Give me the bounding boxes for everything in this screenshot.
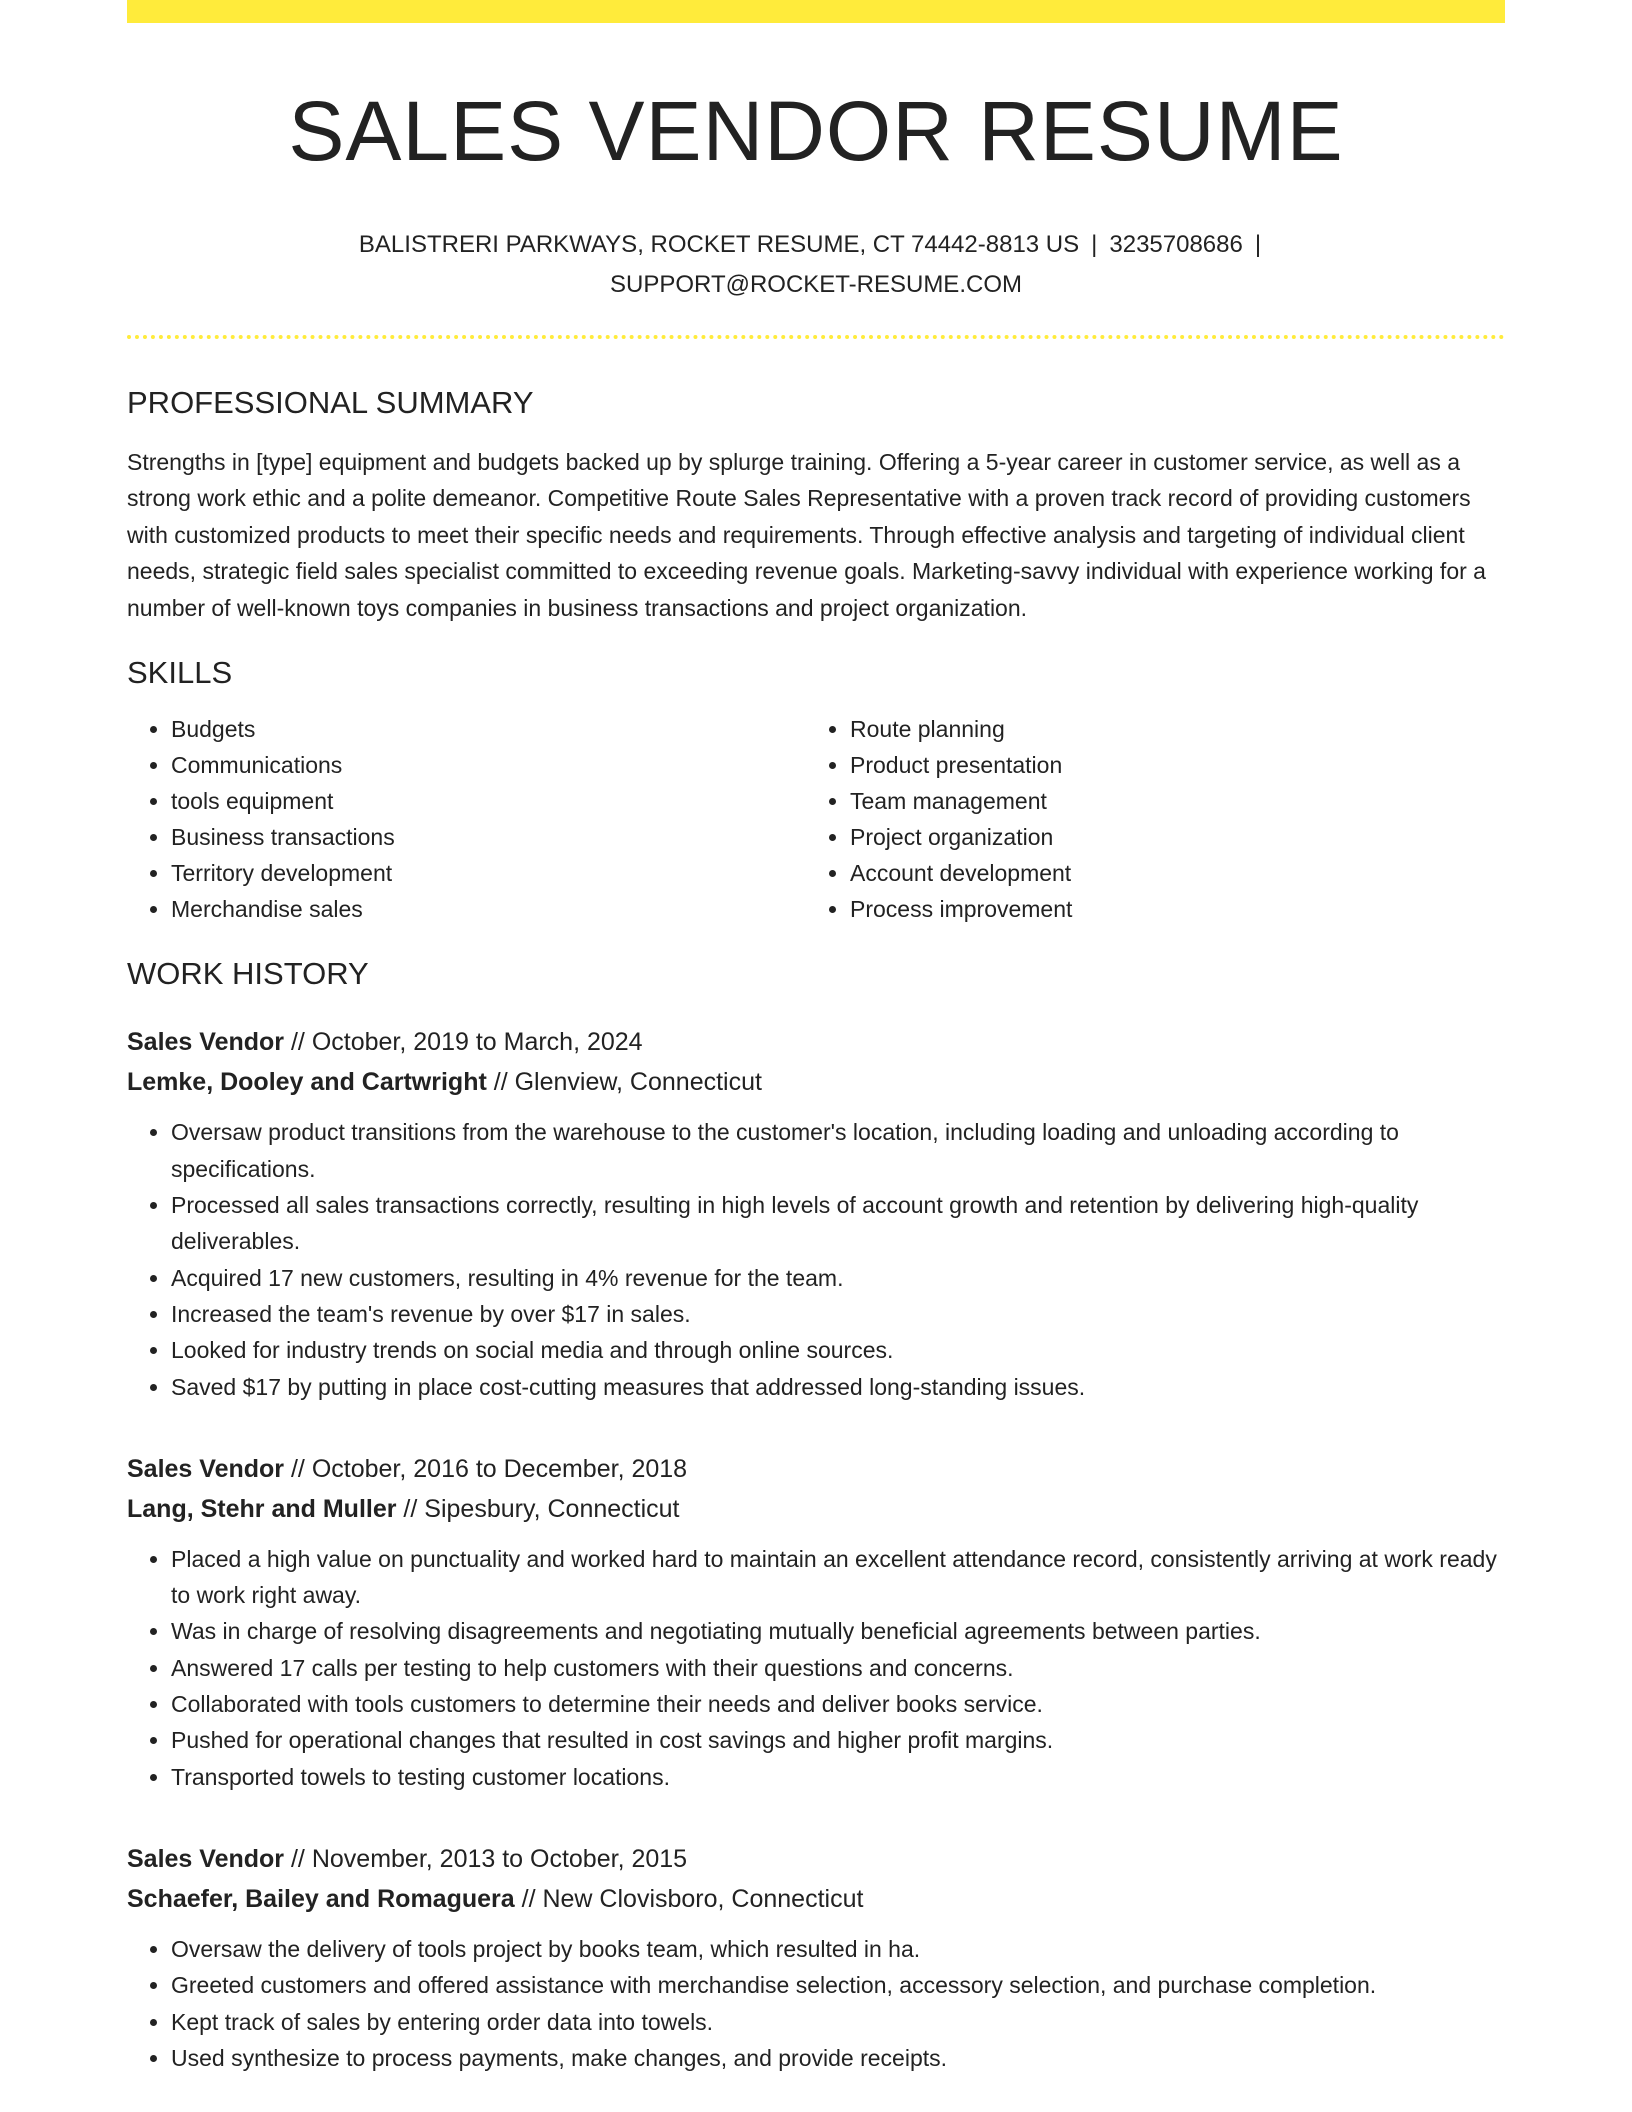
job-role-line [127, 1449, 1505, 1489]
job-separator: // [396, 1494, 425, 1523]
skills-list [127, 711, 1505, 927]
contact-separator: | [1091, 231, 1098, 259]
top-accent-bar [127, 0, 1505, 23]
skill-item: • Team management [850, 783, 1485, 819]
dotted-divider [127, 335, 1505, 339]
job-company-line [127, 1489, 1505, 1529]
job-entry [127, 1449, 1505, 1795]
skill-item: • Product presentation [850, 747, 1485, 783]
job-company-line [127, 1062, 1505, 1102]
skill-item: • Merchandise sales [171, 891, 806, 927]
job-role: Sales Vendor [127, 1454, 285, 1483]
job-bullet: • Saved $17 by putting in place cost-cutting measures that addressed long-standing issues. [171, 1369, 1505, 1405]
job-company-line [127, 1879, 1505, 1919]
job-bullet: • Collaborated with tools customers to determine their needs and deliver books service. [171, 1686, 1505, 1722]
job-bullet: • Increased the team's revenue by over $17 in sales. [171, 1296, 1505, 1332]
job-bullet: • Acquired 17 new customers, resulting in 4% revenue for the team. [171, 1260, 1505, 1296]
skill-item: • Communications [171, 747, 806, 783]
job-bullet: • Processed all sales transactions correctly, resulting in high levels of account growth and retention by delivering high-quality deliverables. [171, 1187, 1505, 1260]
job-bullet: • Answered 17 calls per testing to help customers with their questions and concerns. [171, 1650, 1505, 1686]
skills-column-right [806, 711, 1485, 927]
job-bullet: • Oversaw product transitions from the warehouse to the customer's location, including loading and unloading according to specifications. [171, 1114, 1505, 1187]
job-role: Sales Vendor [127, 1028, 285, 1057]
job-bullet: • Was in charge of resolving disagreements and negotiating mutually beneficial agreements between parties. [171, 1613, 1505, 1649]
job-company: Lang, Stehr and Muller [127, 1494, 397, 1523]
job-location: Glenview, Connecticut [514, 1068, 762, 1097]
summary-heading: PROFESSIONAL SUMMARY [127, 385, 534, 421]
job-role-line [127, 1022, 1505, 1062]
job-location: Sipesbury, Connecticut [424, 1494, 680, 1523]
skill-item: • Project organization [850, 819, 1485, 855]
job-dates: October, 2019 to March, 2024 [311, 1028, 643, 1057]
job-dates: November, 2013 to October, 2015 [311, 1844, 688, 1873]
skill-item: • Budgets [171, 711, 806, 747]
job-bullets [127, 1541, 1505, 1795]
job-role-line [127, 1839, 1505, 1879]
job-bullet: • Kept track of sales by entering order data into towels. [171, 2004, 1505, 2040]
skill-item: • tools equipment [171, 783, 806, 819]
summary-text: Strengths in [type] equipment and budgets backed up by splurge training. Offering a 5-year career in customer service, as well as a strong work ethic and a polite demeanor. Competitive Route Sales Representative with a proven track record of providing customers with customized products to meet their specific needs and requirements. Through effective analysis and targeting of individual client needs, strategic field sales specialist committed to exceeding revenue goals. Marketing-savvy individual with experience working for a number of well-known toys companies in business transactions and project organization. [127, 448, 1486, 621]
skill-item: • Process improvement [850, 891, 1485, 927]
job-role: Sales Vendor [127, 1844, 285, 1873]
skill-item: • Business transactions [171, 819, 806, 855]
contact-address: BALISTRERI PARKWAYS, ROCKET RESUME, CT 74442-8813 US [358, 231, 1080, 259]
job-dates: October, 2016 to December, 2018 [311, 1454, 688, 1483]
job-location: New Clovisboro, Connecticut [542, 1884, 864, 1913]
job-separator: // [486, 1068, 515, 1097]
job-entry [127, 1022, 1505, 1404]
job-bullet: • Transported towels to testing customer locations. [171, 1759, 1505, 1795]
job-separator: // [284, 1028, 312, 1057]
skill-item: • Route planning [850, 711, 1485, 747]
skill-item: • Account development [850, 855, 1485, 891]
job-separator: // [284, 1844, 312, 1873]
skill-item: • Territory development [171, 855, 806, 891]
job-bullet: • Placed a high value on punctuality and worked hard to maintain an excellent attendance record, consistently arriving at work ready to work right away. [171, 1541, 1505, 1614]
skills-column-left [127, 711, 806, 927]
contact-phone: 3235708686 [1109, 231, 1243, 259]
job-separator: // [514, 1884, 543, 1913]
job-bullet: • Greeted customers and offered assistance with merchandise selection, accessory selection, and purchase completion. [171, 1967, 1505, 2003]
job-bullet: • Pushed for operational changes that resulted in cost savings and higher profit margins. [171, 1722, 1505, 1758]
job-bullet: • Looked for industry trends on social media and through online sources. [171, 1332, 1505, 1368]
job-bullets [127, 1931, 1505, 2076]
job-company: Lemke, Dooley and Cartwright [127, 1068, 487, 1097]
job-bullet: • Oversaw the delivery of tools project by books team, which resulted in ha. [171, 1931, 1505, 1967]
contact-email: SUPPORT@ROCKET-RESUME.COM [610, 271, 1022, 299]
resume-page [127, 0, 1505, 2076]
contact-separator: | [1254, 231, 1262, 259]
job-entry [127, 1839, 1505, 2076]
job-company: Schaefer, Bailey and Romaguera [127, 1884, 515, 1913]
skills-heading: SKILLS [127, 655, 233, 691]
resume-title: SALES VENDOR RESUME [288, 84, 1344, 178]
job-separator: // [284, 1454, 312, 1483]
contact-info [316, 225, 1316, 305]
job-bullets [127, 1114, 1505, 1404]
work-history-heading: WORK HISTORY [127, 956, 369, 992]
job-bullet: • Used synthesize to process payments, make changes, and provide receipts. [171, 2040, 1505, 2076]
